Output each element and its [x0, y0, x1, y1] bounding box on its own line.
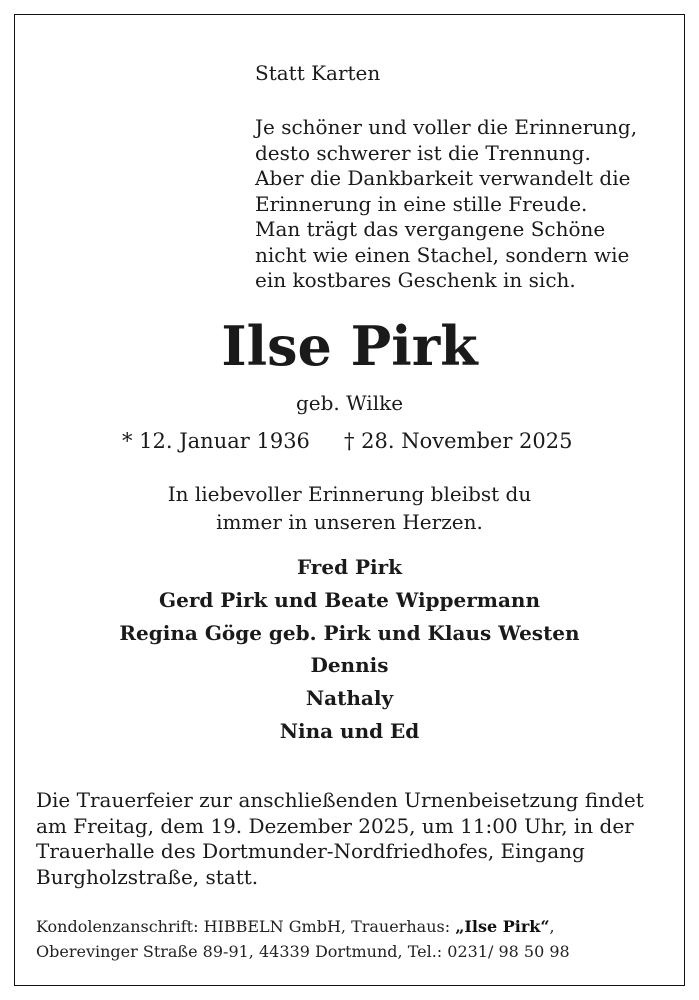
memory-text [0, 480, 699, 536]
mourner-entry: Fred Pirk [296, 555, 403, 579]
death-date: † 28. November 2025 [344, 429, 573, 453]
poem-line: nicht wie einen Stachel, sondern wie [255, 242, 630, 267]
mourners-list [0, 551, 699, 748]
funeral-service-info [36, 788, 644, 890]
memory-line: In liebevoller Erinnerung bleibst du [167, 482, 532, 506]
poem-line: ein kostbares Geschenk in sich. [255, 268, 576, 292]
condolence-prefix: Kondolenzanschrift: HIBBELN GmbH, Trauerhaus: [36, 917, 456, 936]
poem-line: Erinnerung in eine stille Freude. [255, 191, 588, 216]
poem-line: Je schöner und voller die Erinnerung, [255, 115, 638, 139]
poem [255, 115, 637, 294]
poem-line: desto schwerer ist die Trennung. [255, 140, 591, 165]
condolence-suffix: , [549, 917, 555, 936]
service-line: Trauerhalle des Dortmunder-Nordfriedhofes, Eingang [36, 839, 585, 863]
memory-line: immer in unseren Herzen. [216, 510, 483, 534]
birth-date: * 12. Januar 1936 [122, 429, 310, 453]
mourner-entry: Dennis [310, 653, 389, 678]
maiden-name: geb. Wilke [295, 391, 404, 415]
service-line: Burgholzstraße, statt. [36, 864, 259, 889]
mourner-entry: Gerd Pirk und Beate Wippermann [159, 587, 540, 612]
condolence-street: Oberevinger Straße 89-91, 44339 Dortmund, Tel.: 0231/ 98 50 98 [36, 942, 570, 961]
service-line: Die Trauerfeier zur anschließenden Urnenbeisetzung findet [36, 788, 644, 812]
mourner-entry: Nina und Ed [279, 718, 420, 743]
poem-line: Aber die Dankbarkeit verwandelt die [255, 166, 631, 190]
intro-text: Statt Karten [255, 61, 381, 85]
service-line: am Freitag, dem 19. Dezember 2025, um 11:00 Uhr, in der [36, 813, 634, 838]
poem-line: Man trägt das vergangene Schöne [255, 217, 606, 241]
mourner-entry: Regina Göge geb. Pirk und Klaus Westen [119, 620, 580, 645]
condolence-line [36, 914, 570, 939]
condolence-name: „Ilse Pirk“ [455, 917, 550, 936]
deceased-name: Ilse Pirk [221, 314, 478, 378]
condolence-address [36, 914, 570, 964]
mourner-entry: Nathaly [305, 686, 394, 711]
